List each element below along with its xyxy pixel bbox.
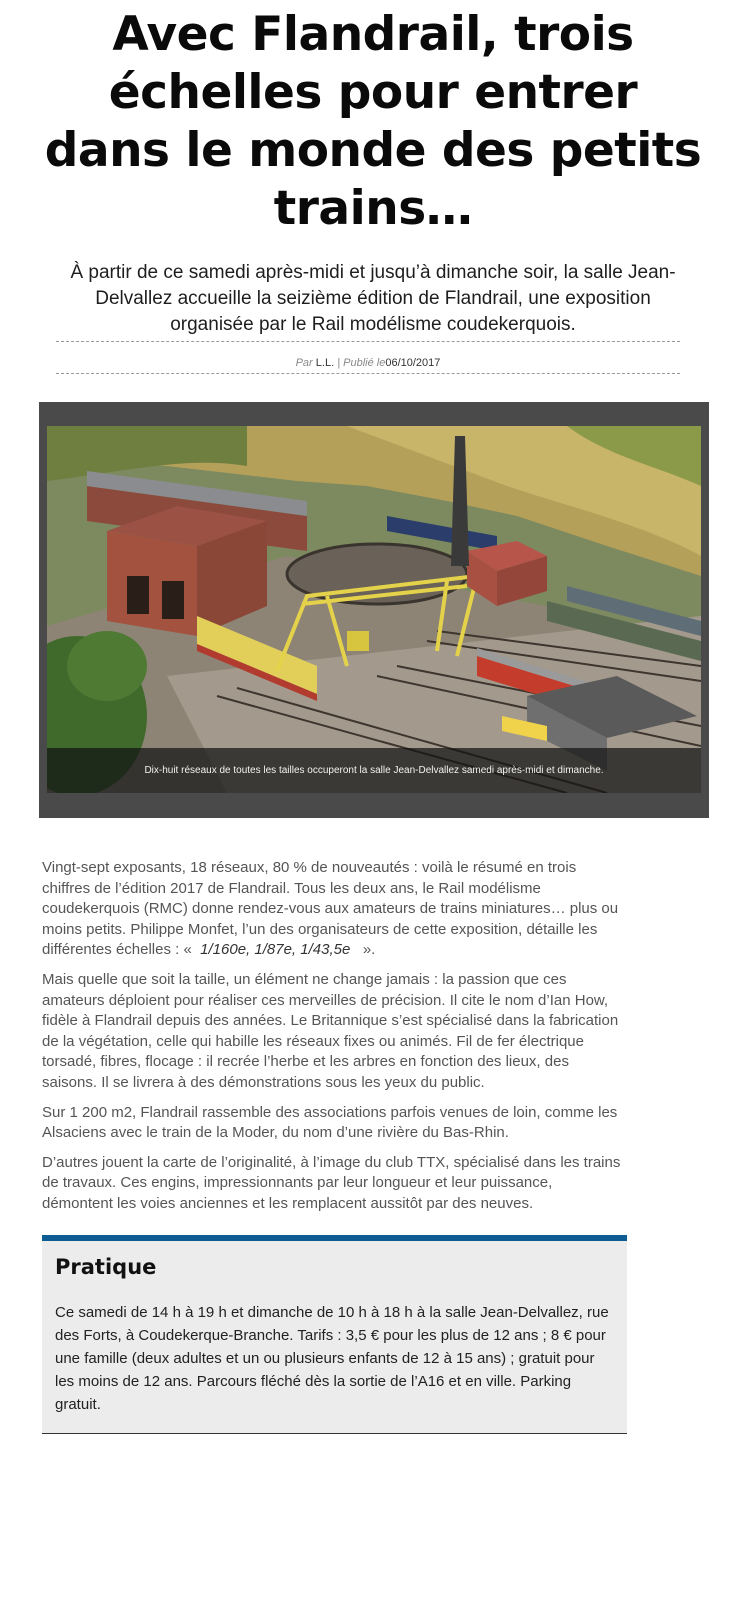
paragraph-2: Mais quelle que soit la taille, un élément ne change jamais : la passion que ces amateurs déploient pour réaliser ces merveilles de précision. Il cite le nom d’Ian How, fidèle à Flandrail depuis des années. Le Britannique s’est spécialisé dans la fabrication de la végétation, celle qui habille les réseaux fixes ou animés. Fil de fer électrique torsadé, fibres, flocage : il recrée l’herbe et les arbres en fonction des lieux, des saisons. Il se livrera à des démonstrations sous les yeux du public. [42, 970, 619, 1091]
practical-info-box [42, 1235, 627, 1434]
byline [56, 357, 680, 369]
byline-top-divider [56, 341, 680, 342]
paragraph-1-scales: 1/160e, 1/87e, 1/43,5e [200, 941, 351, 959]
paragraph-1 [42, 858, 627, 961]
article-title: Avec Flandrail, trois échelles pour entrer dans le monde des petits trains… [44, 7, 702, 236]
paragraph-1-end: ». [362, 941, 376, 959]
paragraph-1-text: Vingt-sept exposants, 18 réseaux, 80 % de nouveautés : voilà le résumé en trois chiffres de l’édition 2017 de Flandrail. Tous les deux ans, le Rail modélisme coudekerquois (RMC) donne rendez-vous aux amateurs de trains miniatures… plus ou moins petits. Philippe Monfet, l’un des organisateurs de cette exposition, détaille les différentes échelles : « [42, 859, 619, 959]
article-body [42, 858, 627, 1224]
article-figure [39, 402, 709, 818]
byline-author[interactable]: L.L. [315, 357, 335, 369]
practical-heading: Pratique [55, 1255, 157, 1279]
photo-caption: Dix-huit réseaux de toutes les tailles occuperont la salle Jean-Delvallez samedi après-midi et dimanche. [47, 748, 701, 793]
paragraph-4: D’autres jouent la carte de l’originalité, à l’image du club TTX, spécialisé dans les trains de travaux. Ces engins, impressionnants par leur longueur et leur puissance, démontent les voies anciennes et les remplacent aussitôt par des neuves. [42, 1153, 621, 1212]
byline-date: 06/10/2017 [385, 357, 441, 369]
practical-text: Ce samedi de 14 h à 19 h et dimanche de 10 h à 18 h à la salle Jean-Delvallez, rue des Forts, à Coudekerque-Branche. Tarifs : 3,5 € pour les plus de 12 ans ; 8 € pour une famille (deux adultes et un ou plusieurs enfants de 12 à 15 ans) ; gratuit pour les moins de 12 ans. Parcours fléché dès la sortie de l’A16 et en ville. Parking gratuit. [55, 1304, 609, 1413]
article-photo[interactable] [47, 426, 701, 793]
byline-par-label: Par [295, 357, 313, 369]
byline-separator: | [337, 357, 341, 369]
paragraph-3: Sur 1 200 m2, Flandrail rassemble des associations parfois venues de loin, comme les Alsaciens avec le train de la Moder, du nom d’une rivière du Bas-Rhin. [42, 1103, 618, 1142]
byline-bottom-divider [56, 373, 680, 374]
byline-published-label: Publié le [343, 357, 386, 369]
article-lead: À partir de ce samedi après-midi et jusqu’à dimanche soir, la salle Jean-Delvallez accueille la seizième édition de Flandrail, une exposition organisée par le Rail modélisme coudekerquois. [70, 262, 676, 335]
model-railway-photo [47, 426, 701, 793]
